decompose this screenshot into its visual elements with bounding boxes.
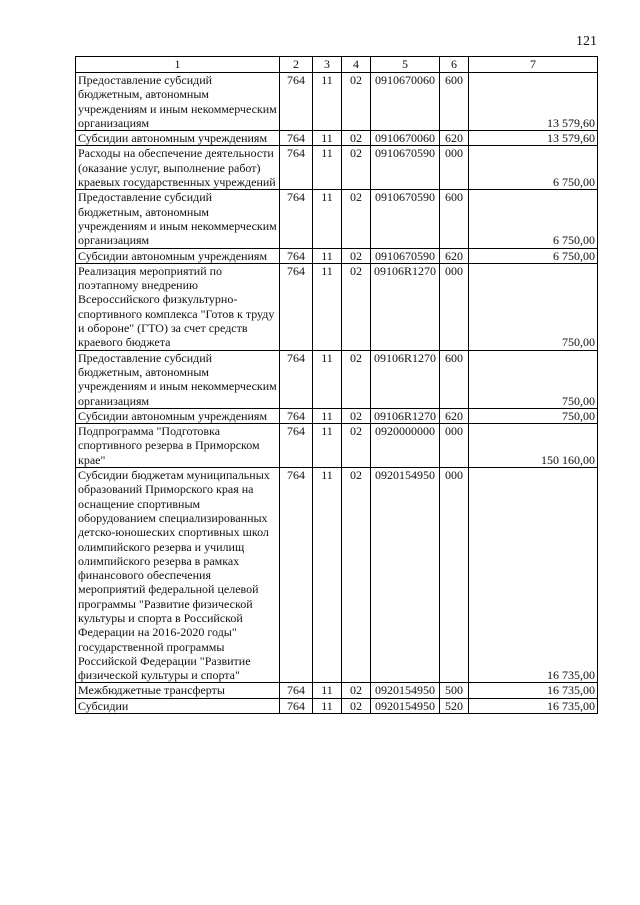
row-name: Субсидии автономным учреждениям xyxy=(76,408,280,423)
cell-section: 11 xyxy=(313,131,342,146)
row-name: Предоставление субсидий бюджетным, автономным учреждениям и иным некоммерческим организациям xyxy=(76,350,280,408)
cell-ministry: 764 xyxy=(280,350,313,408)
cell-section: 11 xyxy=(313,248,342,263)
cell-ministry: 764 xyxy=(280,424,313,468)
table-row xyxy=(76,146,598,190)
cell-subsection: 02 xyxy=(342,263,371,350)
cell-subsection: 02 xyxy=(342,146,371,190)
cell-section: 11 xyxy=(313,190,342,248)
cell-section: 11 xyxy=(313,424,342,468)
table-row xyxy=(76,468,598,683)
cell-target-article: 0920000000 xyxy=(371,424,440,468)
cell-expense-type: 600 xyxy=(440,73,469,131)
table-row xyxy=(76,408,598,423)
cell-subsection: 02 xyxy=(342,131,371,146)
cell-expense-type: 000 xyxy=(440,468,469,683)
table-row xyxy=(76,350,598,408)
cell-section: 11 xyxy=(313,263,342,350)
cell-ministry: 764 xyxy=(280,408,313,423)
cell-amount: 13 579,60 xyxy=(469,73,598,131)
cell-subsection: 02 xyxy=(342,350,371,408)
cell-target-article: 0920154950 xyxy=(371,468,440,683)
header-row xyxy=(76,57,598,73)
cell-ministry: 764 xyxy=(280,468,313,683)
column-header: 4 xyxy=(342,57,371,73)
row-name: Предоставление субсидий бюджетным, автономным учреждениям и иным некоммерческим организациям xyxy=(76,190,280,248)
row-name: Межбюджетные трансферты xyxy=(76,683,280,698)
cell-target-article: 0920154950 xyxy=(371,683,440,698)
cell-amount: 16 735,00 xyxy=(469,698,598,713)
cell-subsection: 02 xyxy=(342,698,371,713)
row-name: Расходы на обеспечение деятельности (оказание услуг, выполнение работ) краевых государственных учреждений xyxy=(76,146,280,190)
cell-expense-type: 620 xyxy=(440,248,469,263)
cell-ministry: 764 xyxy=(280,190,313,248)
cell-target-article: 0910670590 xyxy=(371,190,440,248)
budget-table xyxy=(75,56,598,714)
cell-amount: 6 750,00 xyxy=(469,146,598,190)
cell-subsection: 02 xyxy=(342,468,371,683)
row-name: Предоставление субсидий бюджетным, автономным учреждениям и иным некоммерческим организациям xyxy=(76,73,280,131)
cell-target-article: 0910670590 xyxy=(371,248,440,263)
cell-subsection: 02 xyxy=(342,248,371,263)
row-name: Реализация мероприятий по поэтапному внедрению Всероссийского физкультурно-спортивного комплекса "Готов к труду и обороне" (ГТО) за счет средств краевого бюджета xyxy=(76,263,280,350)
table-row xyxy=(76,248,598,263)
cell-section: 11 xyxy=(313,408,342,423)
cell-subsection: 02 xyxy=(342,190,371,248)
row-name: Субсидии xyxy=(76,698,280,713)
column-header: 5 xyxy=(371,57,440,73)
cell-ministry: 764 xyxy=(280,73,313,131)
cell-ministry: 764 xyxy=(280,146,313,190)
cell-amount: 6 750,00 xyxy=(469,248,598,263)
table-row xyxy=(76,131,598,146)
cell-amount: 150 160,00 xyxy=(469,424,598,468)
cell-ministry: 764 xyxy=(280,263,313,350)
cell-ministry: 764 xyxy=(280,248,313,263)
cell-subsection: 02 xyxy=(342,73,371,131)
cell-amount: 16 735,00 xyxy=(469,468,598,683)
cell-ministry: 764 xyxy=(280,698,313,713)
cell-target-article: 09106R1270 xyxy=(371,350,440,408)
cell-expense-type: 000 xyxy=(440,263,469,350)
cell-section: 11 xyxy=(313,468,342,683)
cell-amount: 16 735,00 xyxy=(469,683,598,698)
cell-target-article: 0910670590 xyxy=(371,146,440,190)
cell-target-article: 0920154950 xyxy=(371,698,440,713)
cell-subsection: 02 xyxy=(342,424,371,468)
cell-subsection: 02 xyxy=(342,683,371,698)
cell-section: 11 xyxy=(313,698,342,713)
cell-section: 11 xyxy=(313,73,342,131)
cell-expense-type: 600 xyxy=(440,190,469,248)
cell-amount: 750,00 xyxy=(469,408,598,423)
cell-target-article: 0910670060 xyxy=(371,131,440,146)
cell-expense-type: 000 xyxy=(440,424,469,468)
column-header: 1 xyxy=(76,57,280,73)
column-header: 6 xyxy=(440,57,469,73)
page-number: 121 xyxy=(576,34,597,49)
cell-section: 11 xyxy=(313,350,342,408)
cell-expense-type: 620 xyxy=(440,131,469,146)
cell-amount: 750,00 xyxy=(469,350,598,408)
table-row xyxy=(76,424,598,468)
row-name: Субсидии автономным учреждениям xyxy=(76,248,280,263)
cell-expense-type: 500 xyxy=(440,683,469,698)
cell-amount: 750,00 xyxy=(469,263,598,350)
cell-amount: 13 579,60 xyxy=(469,131,598,146)
cell-amount: 6 750,00 xyxy=(469,190,598,248)
column-header: 7 xyxy=(469,57,598,73)
cell-expense-type: 520 xyxy=(440,698,469,713)
cell-target-article: 09106R1270 xyxy=(371,408,440,423)
table-row xyxy=(76,698,598,713)
cell-section: 11 xyxy=(313,683,342,698)
cell-ministry: 764 xyxy=(280,131,313,146)
row-name: Подпрограмма "Подготовка спортивного резерва в Приморском крае" xyxy=(76,424,280,468)
table-row xyxy=(76,190,598,248)
cell-target-article: 09106R1270 xyxy=(371,263,440,350)
cell-target-article: 0910670060 xyxy=(371,73,440,131)
table-row xyxy=(76,683,598,698)
table-row xyxy=(76,263,598,350)
table-row xyxy=(76,73,598,131)
cell-section: 11 xyxy=(313,146,342,190)
column-header: 3 xyxy=(313,57,342,73)
cell-expense-type: 620 xyxy=(440,408,469,423)
cell-ministry: 764 xyxy=(280,683,313,698)
cell-expense-type: 600 xyxy=(440,350,469,408)
row-name: Субсидии автономным учреждениям xyxy=(76,131,280,146)
row-name: Субсидии бюджетам муниципальных образований Приморского края на оснащение спортивным оборудованием специализированных детско-юношеских спортивных школ олимпийского резерва и училищ олимпийского резерва в рамках финансового обеспечения мероприятий федеральной целевой программы "Развитие физической культуры и спорта в Российской Федерации на 2016-2020 годы" государственной программы Российской Федерации "Развитие физической культуры и спорта" xyxy=(76,468,280,683)
cell-expense-type: 000 xyxy=(440,146,469,190)
cell-subsection: 02 xyxy=(342,408,371,423)
column-header: 2 xyxy=(280,57,313,73)
